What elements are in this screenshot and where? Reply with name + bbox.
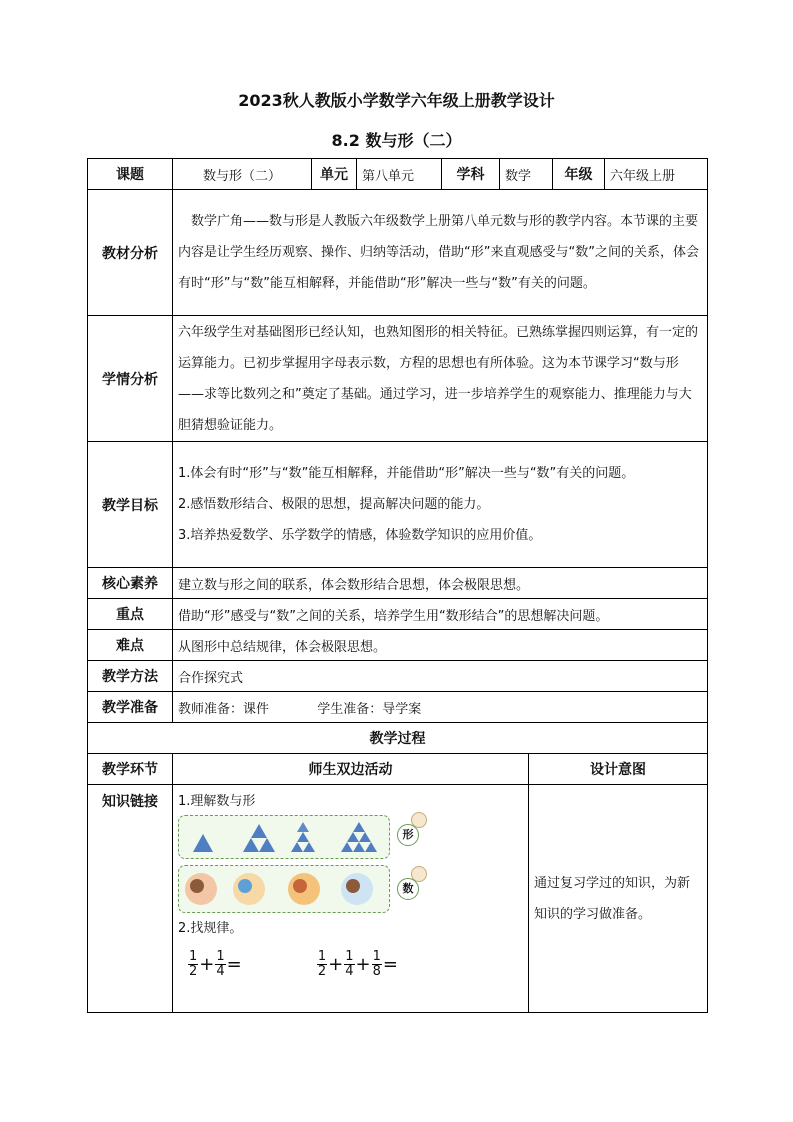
teaching-process-title: 教学过程 [88, 723, 708, 754]
teaching-goals-list [173, 442, 708, 568]
stage-knowledge-link-intent: 通过复习学过的知识，为新知识的学习做准备。 [529, 785, 708, 1013]
triangle-pattern-figure [178, 815, 414, 859]
goal-item: 1.体会有时“形”与“数”能互相解释，并能借助“形”解决一些与“数”有关的问题。 [178, 466, 635, 481]
difficulty-text: 从图形中总结规律，体会极限思想。 [173, 630, 708, 661]
lesson-subtitle: 8.2 数与形（二） [331, 131, 462, 150]
teaching-prep-text [173, 692, 708, 723]
activity-item-1: 1.理解数与形 [178, 794, 256, 809]
teaching-method-label: 教学方法 [88, 661, 173, 692]
fraction: $\frac{1}{4}$ [216, 949, 225, 979]
teaching-method-text: 合作探究式 [173, 661, 708, 692]
core-literacy-label: 核心素养 [88, 568, 173, 599]
core-literacy-text: 建立数与形之间的联系，体会数形结合思想，体会极限思想。 [173, 568, 708, 599]
activity-item-2: 2.找规律。 [178, 921, 243, 936]
difficulty-label: 难点 [88, 630, 173, 661]
textbook-analysis-label: 教材分析 [88, 190, 173, 316]
student-analysis-text: 六年级学生对基础图形已经认知，也熟知图形的相关特征。已熟练掌握四则运算，有一定的运算能力。已初步掌握用字母表示数，方程的思想也有所体验。这为本节课学习“数与形——求等比数列之和”奠定了基础。通过学习，进一步培养学生的观察能力、推理能力与大胆猜想验证能力。 [173, 316, 708, 442]
fraction: $\frac{1}{8}$ [372, 949, 381, 979]
student-prep: 学生准备：导学案 [317, 701, 422, 717]
goal-item: 3.培养热爱数学、乐学数学的情感，体验数学知识的应用价值。 [178, 528, 542, 543]
fraction: $\frac{1}{4}$ [345, 949, 354, 979]
teacher-prep: 教师准备：课件 [178, 701, 270, 717]
process-col-intent: 设计意图 [529, 754, 708, 785]
grade-label: 年级 [553, 159, 605, 190]
equation-2: $\frac{1}{2}$ + $\frac{1}{4}$ + $\frac{1}{8}$ = [317, 949, 399, 979]
teaching-prep-label: 教学准备 [88, 692, 173, 723]
topic-label: 课题 [88, 159, 173, 190]
fraction: $\frac{1}{2}$ [189, 949, 198, 979]
number-tag: 数 [397, 878, 419, 900]
process-col-activity: 师生双边活动 [173, 754, 529, 785]
number-pattern-svg [179, 866, 389, 912]
equation-1: $\frac{1}{2}$ + $\frac{1}{4}$ = [189, 949, 242, 979]
textbook-analysis-text: 数学广角——数与形是人教版六年级数学上册第八单元数与形的教学内容。本节课的主要内容是让学生经历观察、操作、归纳等活动，借助“形”来直观感受与“数”之间的关系，体会有时“形”与“数”能互相解释，并能借助“形”解决一些与“数”有关的问题。 [173, 190, 708, 316]
number-pattern-figure [178, 865, 414, 913]
unit-value: 第八单元 [357, 159, 442, 190]
key-point-text: 借助“形”感受与“数”之间的关系，培养学生用“数形结合”的思想解决问题。 [173, 599, 708, 630]
goal-item: 2.感悟数形结合、极限的思想，提高解决问题的能力。 [178, 497, 490, 512]
process-col-stage: 教学环节 [88, 754, 173, 785]
subject-label: 学科 [442, 159, 500, 190]
stage-knowledge-link-label: 知识链接 [88, 785, 173, 1013]
key-point-label: 重点 [88, 599, 173, 630]
grade-value: 六年级上册 [605, 159, 708, 190]
document-title: 2023秋人教版小学数学六年级上册教学设计 [238, 91, 555, 110]
teaching-goals-label: 教学目标 [88, 442, 173, 568]
shape-tag: 形 [397, 824, 419, 846]
topic-value: 数与形（二） [173, 159, 312, 190]
fraction: $\frac{1}{2}$ [317, 949, 327, 979]
stage-knowledge-link-activity [173, 785, 529, 1013]
lesson-plan-table [87, 158, 708, 1013]
equations-row [178, 942, 523, 979]
student-analysis-label: 学情分析 [88, 316, 173, 442]
subject-value: 数学 [500, 159, 553, 190]
unit-label: 单元 [312, 159, 357, 190]
triangle-pattern-svg [179, 816, 389, 858]
